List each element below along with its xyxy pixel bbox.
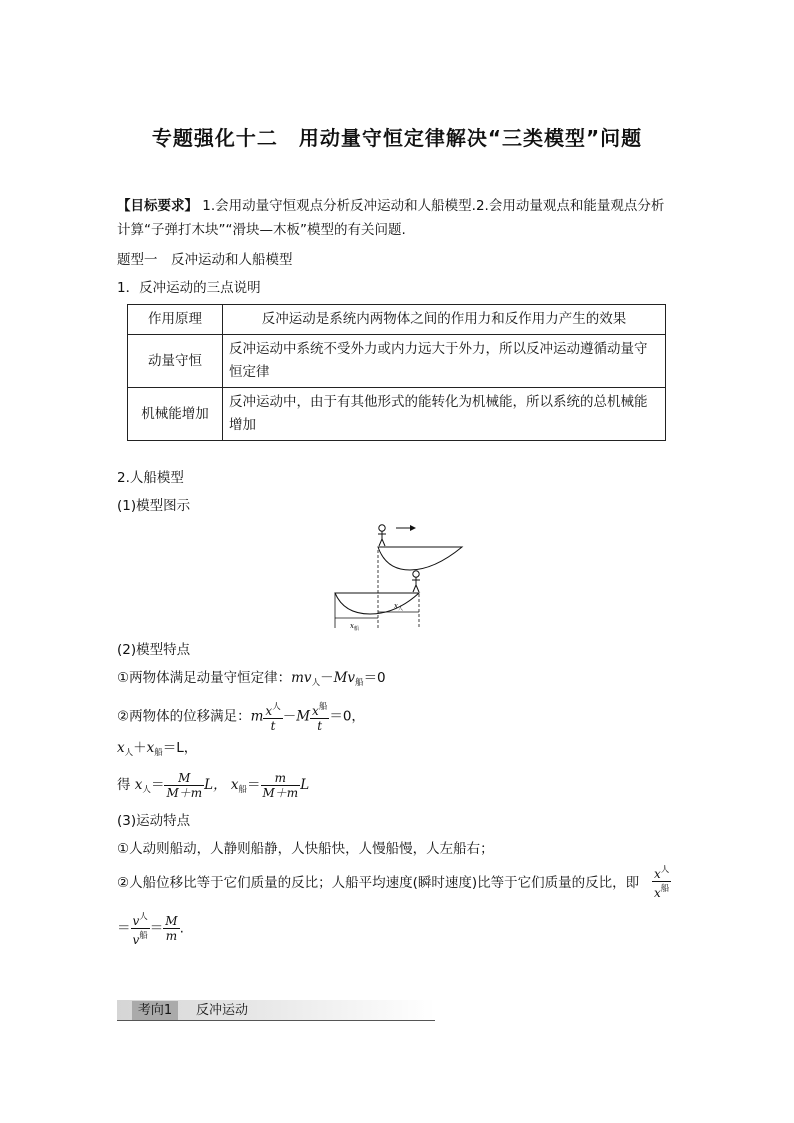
- man-bottom-icon: [412, 571, 420, 592]
- math-op: ＝: [150, 777, 165, 793]
- math-var: m: [291, 670, 304, 686]
- fraction: [310, 700, 329, 733]
- fraction: [261, 771, 301, 800]
- math-op: ＝: [247, 777, 261, 793]
- man-boat-diagram: [330, 520, 470, 632]
- math-var: x: [117, 740, 125, 756]
- feature-displacement: [117, 700, 365, 733]
- math-var: x: [265, 704, 273, 718]
- item2-heading: 2.人船模型: [117, 470, 184, 486]
- math-op: .: [179, 920, 184, 937]
- type1-heading: 题型一 反冲运动和人船模型: [117, 252, 293, 268]
- math-sub: 船: [355, 678, 364, 688]
- model-figure-label: (1)模型图示: [117, 498, 191, 514]
- feature-sum: [117, 738, 197, 763]
- fraction: [263, 700, 282, 733]
- boat-top-icon: [378, 547, 462, 570]
- table-row: [128, 305, 666, 335]
- math-var: x: [134, 777, 143, 793]
- math-var: t: [270, 719, 276, 733]
- man-top-icon: [378, 525, 386, 546]
- math-var: v: [303, 670, 312, 686]
- table-cell-head: 动量守恒: [128, 335, 223, 388]
- math-var: M＋m: [262, 785, 299, 800]
- section-tab: 考向1: [132, 1001, 178, 1020]
- math-var: m: [165, 929, 178, 943]
- math-op: －: [282, 708, 297, 725]
- math-var: M: [333, 670, 348, 686]
- math-var: v: [132, 933, 140, 947]
- feature-momentum: [117, 668, 386, 693]
- velocity-ratio: [117, 910, 184, 947]
- math-sub: 船: [139, 931, 148, 941]
- math-op: ＝L，: [162, 740, 198, 756]
- item1-heading: 1．反冲运动的三点说明: [117, 280, 261, 296]
- motion-features-label: (3)运动特点: [117, 813, 191, 829]
- math-var: x: [312, 704, 319, 718]
- table-cell-body: 反冲运动是系统内两物体之间的作用力和反作用力产生的效果: [223, 305, 666, 335]
- math-var: M: [164, 771, 204, 786]
- arrow-right-icon: [396, 525, 416, 531]
- fraction: [131, 910, 150, 947]
- math-op: ＝: [149, 920, 164, 937]
- math-var: m: [261, 771, 301, 786]
- recoil-table: [127, 304, 666, 441]
- fraction: [164, 771, 204, 800]
- fraction: [652, 863, 671, 900]
- math-sub: 人: [139, 912, 148, 922]
- math-var: M＋m: [166, 785, 203, 800]
- boat-bottom-icon: [335, 593, 419, 614]
- math-sub: 人: [272, 702, 281, 712]
- x-man-label: $x_人$: [394, 602, 403, 612]
- math-op: ＝: [117, 920, 131, 937]
- math-sub: 人: [124, 748, 134, 758]
- math-var: M: [165, 914, 178, 928]
- math-var: L，: [204, 777, 227, 793]
- math-sub: 船: [318, 702, 328, 712]
- table-cell-head: 作用原理: [128, 305, 223, 335]
- feature-text: 得: [117, 777, 131, 793]
- math-op: ＝0，: [329, 708, 365, 725]
- objectives-label: 【目标要求】: [117, 198, 198, 214]
- math-op: ＋: [133, 740, 147, 756]
- table-cell-head: 机械能增加: [128, 388, 223, 441]
- model-features-label: (2)模型特点: [117, 642, 191, 658]
- feature-text: ②人船位移比等于它们质量的反比；人船平均速度(瞬时速度)比等于它们质量的反比，即: [117, 875, 640, 891]
- section-title: 反冲运动: [196, 1003, 249, 1018]
- objectives-line-1: [117, 196, 664, 216]
- x-boat-label: $x_船$: [350, 622, 359, 632]
- motion-feature-2: [117, 873, 639, 893]
- feature-text: ②两物体的位移满足：: [117, 708, 251, 725]
- math-var: v: [132, 914, 140, 928]
- math-sub: 人: [142, 785, 151, 795]
- fraction: [163, 914, 179, 943]
- math-var: x: [654, 886, 661, 900]
- objectives-text-1: 1.会用动量守恒观点分析反冲运动和人船模型.2.会用动量观点和能量观点分析: [202, 198, 665, 214]
- math-op: ＝0: [363, 670, 386, 686]
- math-sub: 人: [311, 678, 321, 688]
- math-var: m: [250, 708, 264, 725]
- table-cell-body: 反冲运动中系统不受外力或内力远大于外力，所以反冲运动遵循动量守恒定律: [223, 335, 666, 388]
- ratio-fraction: [652, 863, 671, 900]
- table-row: [128, 388, 666, 441]
- math-var: t: [317, 719, 323, 733]
- math-sub: 船: [238, 785, 248, 795]
- table-row: [128, 335, 666, 388]
- math-op: －: [320, 670, 334, 686]
- page-title: 专题强化十二 用动量守恒定律解决“三类模型”问题: [151, 126, 643, 150]
- math-sub: 船: [660, 884, 670, 894]
- math-var: M: [296, 708, 311, 725]
- math-var: x: [146, 740, 155, 756]
- math-var: x: [230, 777, 239, 793]
- math-sub: 船: [154, 748, 163, 758]
- objectives-line-2: 计算“子弹打木块”“滑块—木板”模型的有关问题.: [117, 222, 406, 238]
- table-cell-body: 反冲运动中，由于有其他形式的能转化为机械能，所以系统的总机械能增加: [223, 388, 666, 441]
- math-var: v: [347, 670, 356, 686]
- feature-result: [117, 770, 309, 805]
- math-sub: 人: [660, 865, 670, 875]
- math-var: x: [654, 867, 661, 881]
- motion-feature-1: ①人动则船动，人静则船静，人快船快，人慢船慢，人左船右；: [117, 841, 494, 857]
- feature-text: ①两物体满足动量守恒定律：: [117, 670, 292, 686]
- math-var: L: [300, 777, 310, 793]
